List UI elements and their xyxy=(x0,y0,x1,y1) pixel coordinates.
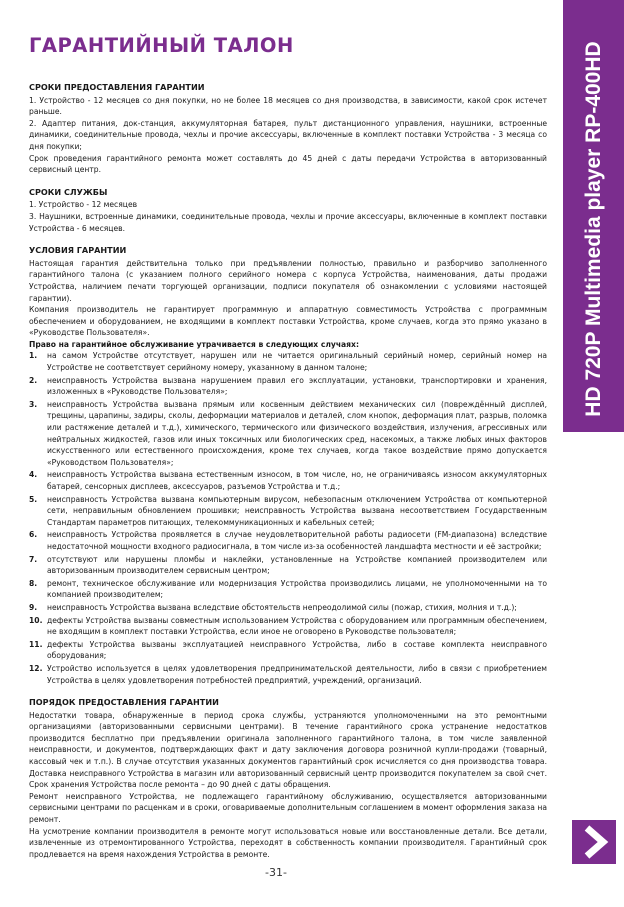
list-item-number: 8. xyxy=(29,578,38,588)
section-heading: СРОКИ СЛУЖБЫ xyxy=(29,186,108,197)
list-item-text: дефекты Устройства вызваны эксплуатацией неисправного Устройства, либо в составе комплекта неисправного оборудования; xyxy=(47,639,547,661)
section-heading: СРОКИ ПРЕДОСТАВЛЕНИЯ ГАРАНТИИ xyxy=(29,82,205,92)
list-item xyxy=(29,469,547,492)
page-number: -31- xyxy=(265,866,287,879)
section-heading: УСЛОВИЯ ГАРАНТИИ xyxy=(29,245,127,256)
list-item xyxy=(29,578,547,601)
paragraph: Ремонт неисправного Устройства, не подлежащего гарантийному обслуживанию, осуществляется авторизованными сервисными центрами по расценкам и в сроки, оговариваемые дополнительным соглашением в момент оформления заказа на ремонт. xyxy=(29,791,547,825)
list-item-text: ремонт, техническое обслуживание или модернизация Устройства производились лицами, не уполномоченными на то компанией производителем; xyxy=(47,578,547,600)
list-item xyxy=(29,350,547,373)
list-item xyxy=(29,639,547,662)
list-item-text: неисправность Устройства вызвана нарушением правил его эксплуатации, установки, транспортировки и хранения, изложенных в «Руководстве Пользователя»; xyxy=(47,375,547,397)
section-service-life xyxy=(29,187,547,234)
next-page-button[interactable] xyxy=(572,820,616,864)
paragraph: Недостатки товара, обнаруженные в период срока службы, устраняются уполномоченными на это ремонтными организациями (авторизованными сервисными центрами). В течение гарантийного срока устранение недостатков производится бесплатно при предъявлении оригинала заполненного гарантийного талона, в том числе заявленной неисправности, и документов, подтверждающих факт и дату заключения договора розничной купли-продажи (товарный, кассовый чек и т.п.). В случае отсутствия указанных документов гарантийный срок исчисляется со дня производства товара. Доставка неисправного Устройства в магазин или авторизованный сервисный центр производится покупателем за свой счет. Срок хранения Устройства после ремонта – до 90 дней с даты обращения. xyxy=(29,710,547,790)
list-item xyxy=(29,554,547,577)
list-lead: Право на гарантийное обслуживание утрачивается в следующих случаях: xyxy=(29,339,359,349)
list-item-number: 3. xyxy=(29,399,38,409)
sidebar-band xyxy=(563,0,624,432)
conditions-list xyxy=(29,350,547,686)
list-item-number: 10. xyxy=(29,615,43,625)
section-warranty-conditions xyxy=(29,245,547,686)
list-item-text: отсутствуют или нарушены пломбы и наклейки, установленные на Устройстве компанией производителем или авторизованным производителем сервисным центром; xyxy=(47,554,547,576)
list-item xyxy=(29,494,547,529)
list-item-number: 12. xyxy=(29,663,43,673)
list-item xyxy=(29,615,547,638)
list-item-number: 9. xyxy=(29,602,38,612)
document-body xyxy=(29,82,547,871)
list-item-text: дефекты Устройства вызваны совместным использованием Устройства с оборудованием или программным обеспечением, не входящим в комплект поставки Устройства, если иное не оговорено в Руководстве пользователя; xyxy=(47,615,547,637)
list-item-number: 4. xyxy=(29,470,38,480)
section-warranty-procedure xyxy=(29,697,547,860)
list-item-text: неисправность Устройства проявляется в случае неудовлетворительной работы радиосети (FM-диапазона) вследствие недостаточной мощности входного радиосигнала, в том числе из-за особенностей ландшафта местности и её застройки; xyxy=(47,530,547,551)
product-title: HD 720P Multimedia player RP-400HD xyxy=(582,41,605,417)
section-heading: ПОРЯДОК ПРЕДОСТАВЛЕНИЯ ГАРАНТИИ xyxy=(29,697,219,708)
list-item-number: 6. xyxy=(29,530,38,540)
list-item-text: неисправность Устройства вызвана прямым или косвенным действием механических сил (повреждённый дисплей, трещины, царапины, задиры, сколы, деформации материалов и деталей, слом кнопок, деформация плат, разрыв, поломка или растяжение деталей и т.д.), химического, термического или физического воздействия, излучения, агрессивных или нейтральных жидкостей, газов или иных токсичных или биологических сред, насекомых, а также любых иных факторов искусственного или естественного происхождения, кроме тех случаев, когда такое воздействие прямо допускается «Руководством Пользователя»; xyxy=(47,399,547,467)
list-item-text: Устройство используется в целях удовлетворения предпринимательской деятельности, либо в связи с приобретением Устройства в целях удовлетворения потребностей предприятий, учреждений, организаций. xyxy=(47,663,547,685)
paragraph: 1. Устройство - 12 месяцев со дня покупки, но не более 18 месяцев со дня производства, в зависимости, какой срок истечет раньше. xyxy=(29,95,547,117)
paragraph: 2. Адаптер питания, док-станция, аккумуляторная батарея, пульт дистанционного управления, наушники, встроенные динамики, соединительные провода, чехлы и прочие аксессуары, включенные в комплект поставки Устройства - 3 месяца со дня покупки; xyxy=(29,118,547,151)
list-item xyxy=(29,529,547,552)
list-item-text: на самом Устройстве отсутствует, нарушен или не читается оригинальный серийный номер, серийный номер на Устройстве не соответствует серийному номеру, указанному в данном талоне; xyxy=(47,351,547,373)
paragraph: Компания производитель не гарантирует программную и аппаратную совместимость Устройства с программным обеспечением и оборудованием, не входящими в комплект поставки Устройства, кроме случаев, когда это прямо указано в «Руководстве Пользователя». xyxy=(29,305,547,338)
list-item-number: 2. xyxy=(29,375,38,385)
list-item xyxy=(29,663,547,686)
list-item-number: 1. xyxy=(29,351,38,361)
section-warranty-terms xyxy=(29,82,547,176)
page-title: ГАРАНТИЙНЫЙ ТАЛОН xyxy=(29,34,294,57)
list-item-text: неисправность Устройства вызвана вследствие обстоятельств непреодолимой силы (пожар, стихия, молния и т.д.); xyxy=(47,602,517,612)
list-item xyxy=(29,602,547,614)
paragraph: 1. Устройство - 12 месяцев xyxy=(29,200,138,210)
list-item xyxy=(29,399,547,469)
list-item-number: 11. xyxy=(29,639,43,649)
list-item-number: 7. xyxy=(29,554,38,564)
chevron-right-icon xyxy=(572,820,616,864)
paragraph: Срок проведения гарантийного ремонта может составлять до 45 дней с даты передачи Устройства в авторизованный сервисный центр. xyxy=(29,153,547,175)
paragraph: На усмотрение компании производителя в ремонте могут использоваться новые или восстановленные детали. Все детали, извлеченные из отремонтированного Устройства, переходят в собственность компании производителя. Гарантийный срок продлевается на время нахождения Устройства в ремонте. xyxy=(29,826,547,859)
list-item xyxy=(29,375,547,398)
paragraph: 3. Наушники, встроенные динамики, соединительные провода, чехлы и прочие аксессуары, включенные в комплект поставки Устройства - 6 месяцев. xyxy=(29,211,547,233)
list-item-text: неисправность Устройства вызвана компьютерным вирусом, небезопасным отключением Устройства от компьютерной сети, неправильным обновлением прошивки; неисправность Устройства вызвана несоответствием Государственным Стандартам параметров питающих, телекоммуникационных и кабельных сетей; xyxy=(47,494,547,527)
list-item-text: неисправность Устройства вызвана естественным износом, в том числе, но, не ограничиваясь износом аккумуляторных батарей, сенсорных дисплеев, аксессуаров, разъемов Устройства и т.д.; xyxy=(47,470,547,491)
paragraph: Настоящая гарантия действительна только при предъявлении полностью, правильно и разборчиво заполненного гарантийного талона (с указанием полного серийного номера с корпуса Устройства, наименования, даты продажи Устройства, наличием печати торгующей организации, подписи покупателя об ознакомлении с условиями настоящей гарантии). xyxy=(29,258,547,303)
list-item-number: 5. xyxy=(29,494,38,504)
sidebar xyxy=(563,0,624,907)
